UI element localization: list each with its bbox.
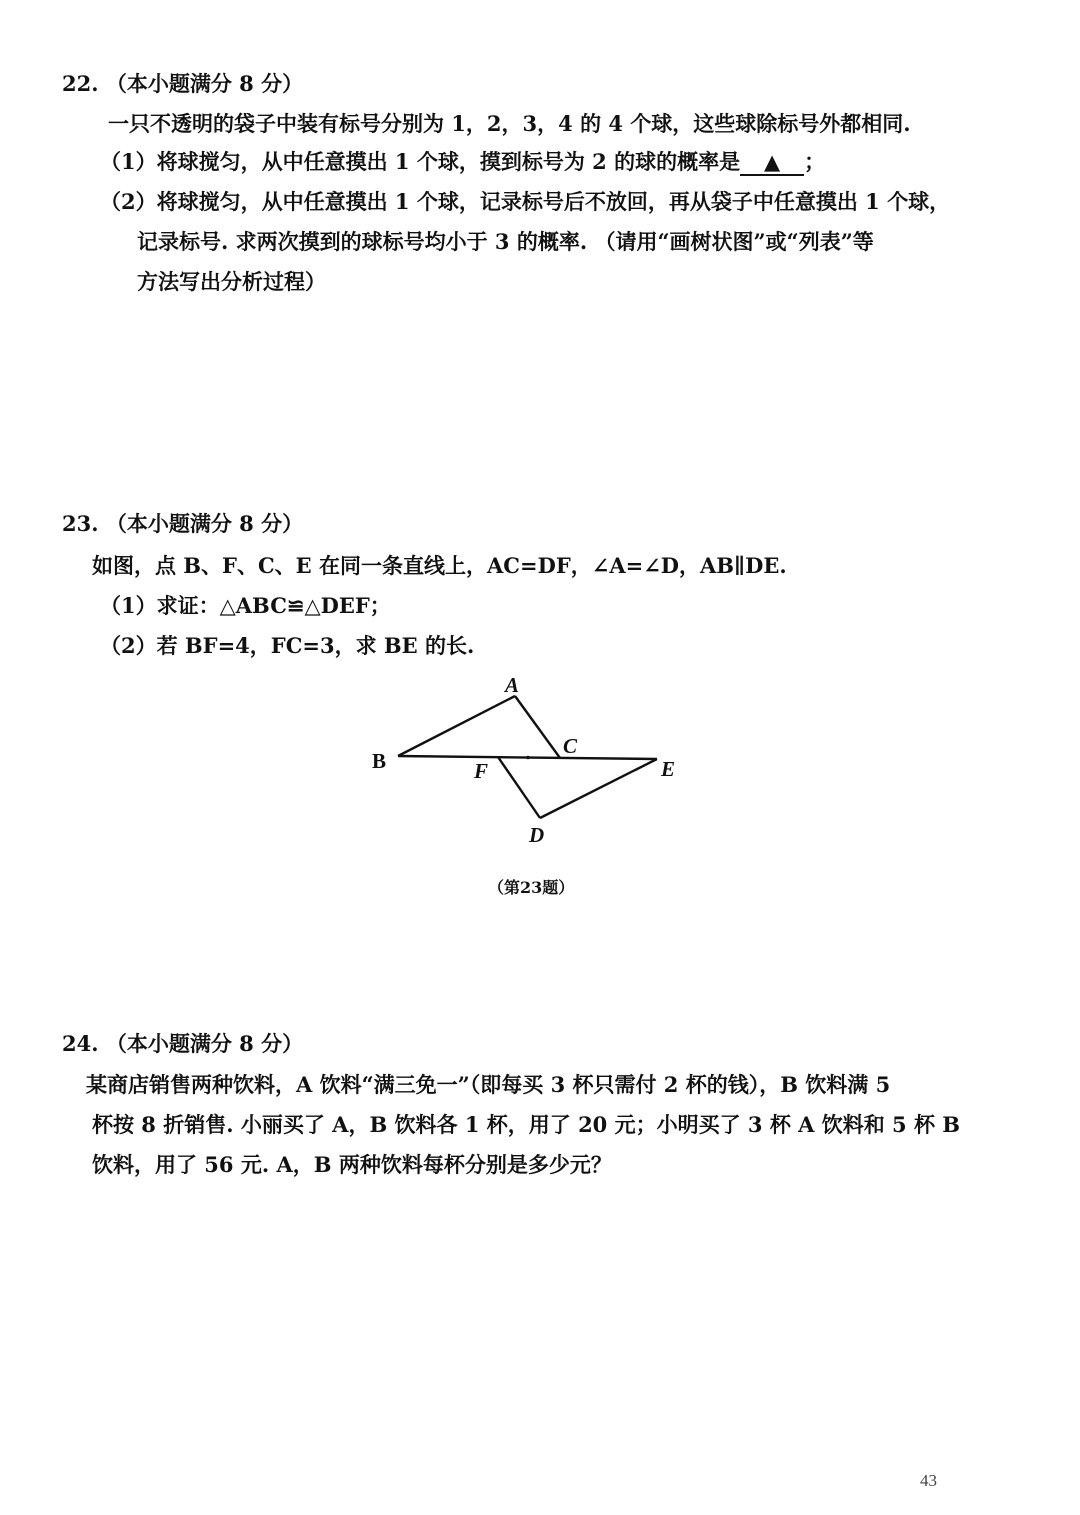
q23-geometry-figure [0, 665, 1080, 865]
q23-intro: 如图，点 B、F、C、E 在同一条直线上，AC=DF，∠A=∠D，AB∥DE. [92, 553, 787, 578]
figure-caption: （第23题） [488, 878, 575, 897]
q22-part2-line1: （2）将球搅匀，从中任意摸出 1 个球，记录标号后不放回，再从袋子中任意摸出 1 个球， [100, 189, 951, 214]
answer-blank: ▲ [740, 150, 804, 176]
q22-header: 22. （本小题满分 8 分） [62, 71, 304, 96]
label-B: B [372, 749, 387, 773]
label-C: C [563, 734, 578, 758]
q22-part2-line2: 记录标号. 求两次摸到的球标号均小于 3 的概率. （请用“画树状图”或“列表”等 [137, 229, 874, 254]
q22-part1-end: ； [804, 149, 826, 174]
segment-DE [540, 759, 657, 818]
q22-intro: 一只不透明的袋子中装有标号分别为 1，2，3，4 的 4 个球，这些球除标号外都相同. [108, 111, 911, 136]
segment-AB [398, 696, 515, 756]
q22-part1-text: （1）将球搅匀，从中任意摸出 1 个球，摸到标号为 2 的球的概率是 [100, 149, 741, 174]
q24-line1: 某商店销售两种饮料，A 饮料“满三免一”（即每买 3 杯只需付 2 杯的钱），B 饮料满 5 [86, 1072, 891, 1097]
q23-part2: （2）若 BF=4，FC=3，求 BE 的长. [100, 633, 475, 658]
q23-part1: （1）求证：△ABC≌△DEF； [100, 593, 391, 618]
q23-header: 23. （本小题满分 8 分） [62, 511, 304, 536]
segment-AC [515, 696, 560, 758]
q24-header: 24. （本小题满分 8 分） [62, 1031, 304, 1056]
q22-part1 [100, 148, 825, 176]
q24-line3: 饮料，用了 56 元. A，B 两种饮料每杯分别是多少元？ [92, 1152, 612, 1177]
segment-DF [498, 757, 540, 818]
label-A: A [505, 673, 520, 697]
point-mark [526, 756, 530, 760]
label-F: F [474, 759, 489, 783]
page-number: 43 [920, 1471, 937, 1490]
label-D: D [529, 823, 545, 847]
q22-part2-line3: 方法写出分析过程） [137, 269, 326, 294]
q24-line2: 杯按 8 折销售. 小丽买了 A，B 饮料各 1 杯，用了 20 元；小明买了 3 杯 A 饮料和 5 杯 B [92, 1112, 961, 1137]
label-E: E [661, 757, 676, 781]
